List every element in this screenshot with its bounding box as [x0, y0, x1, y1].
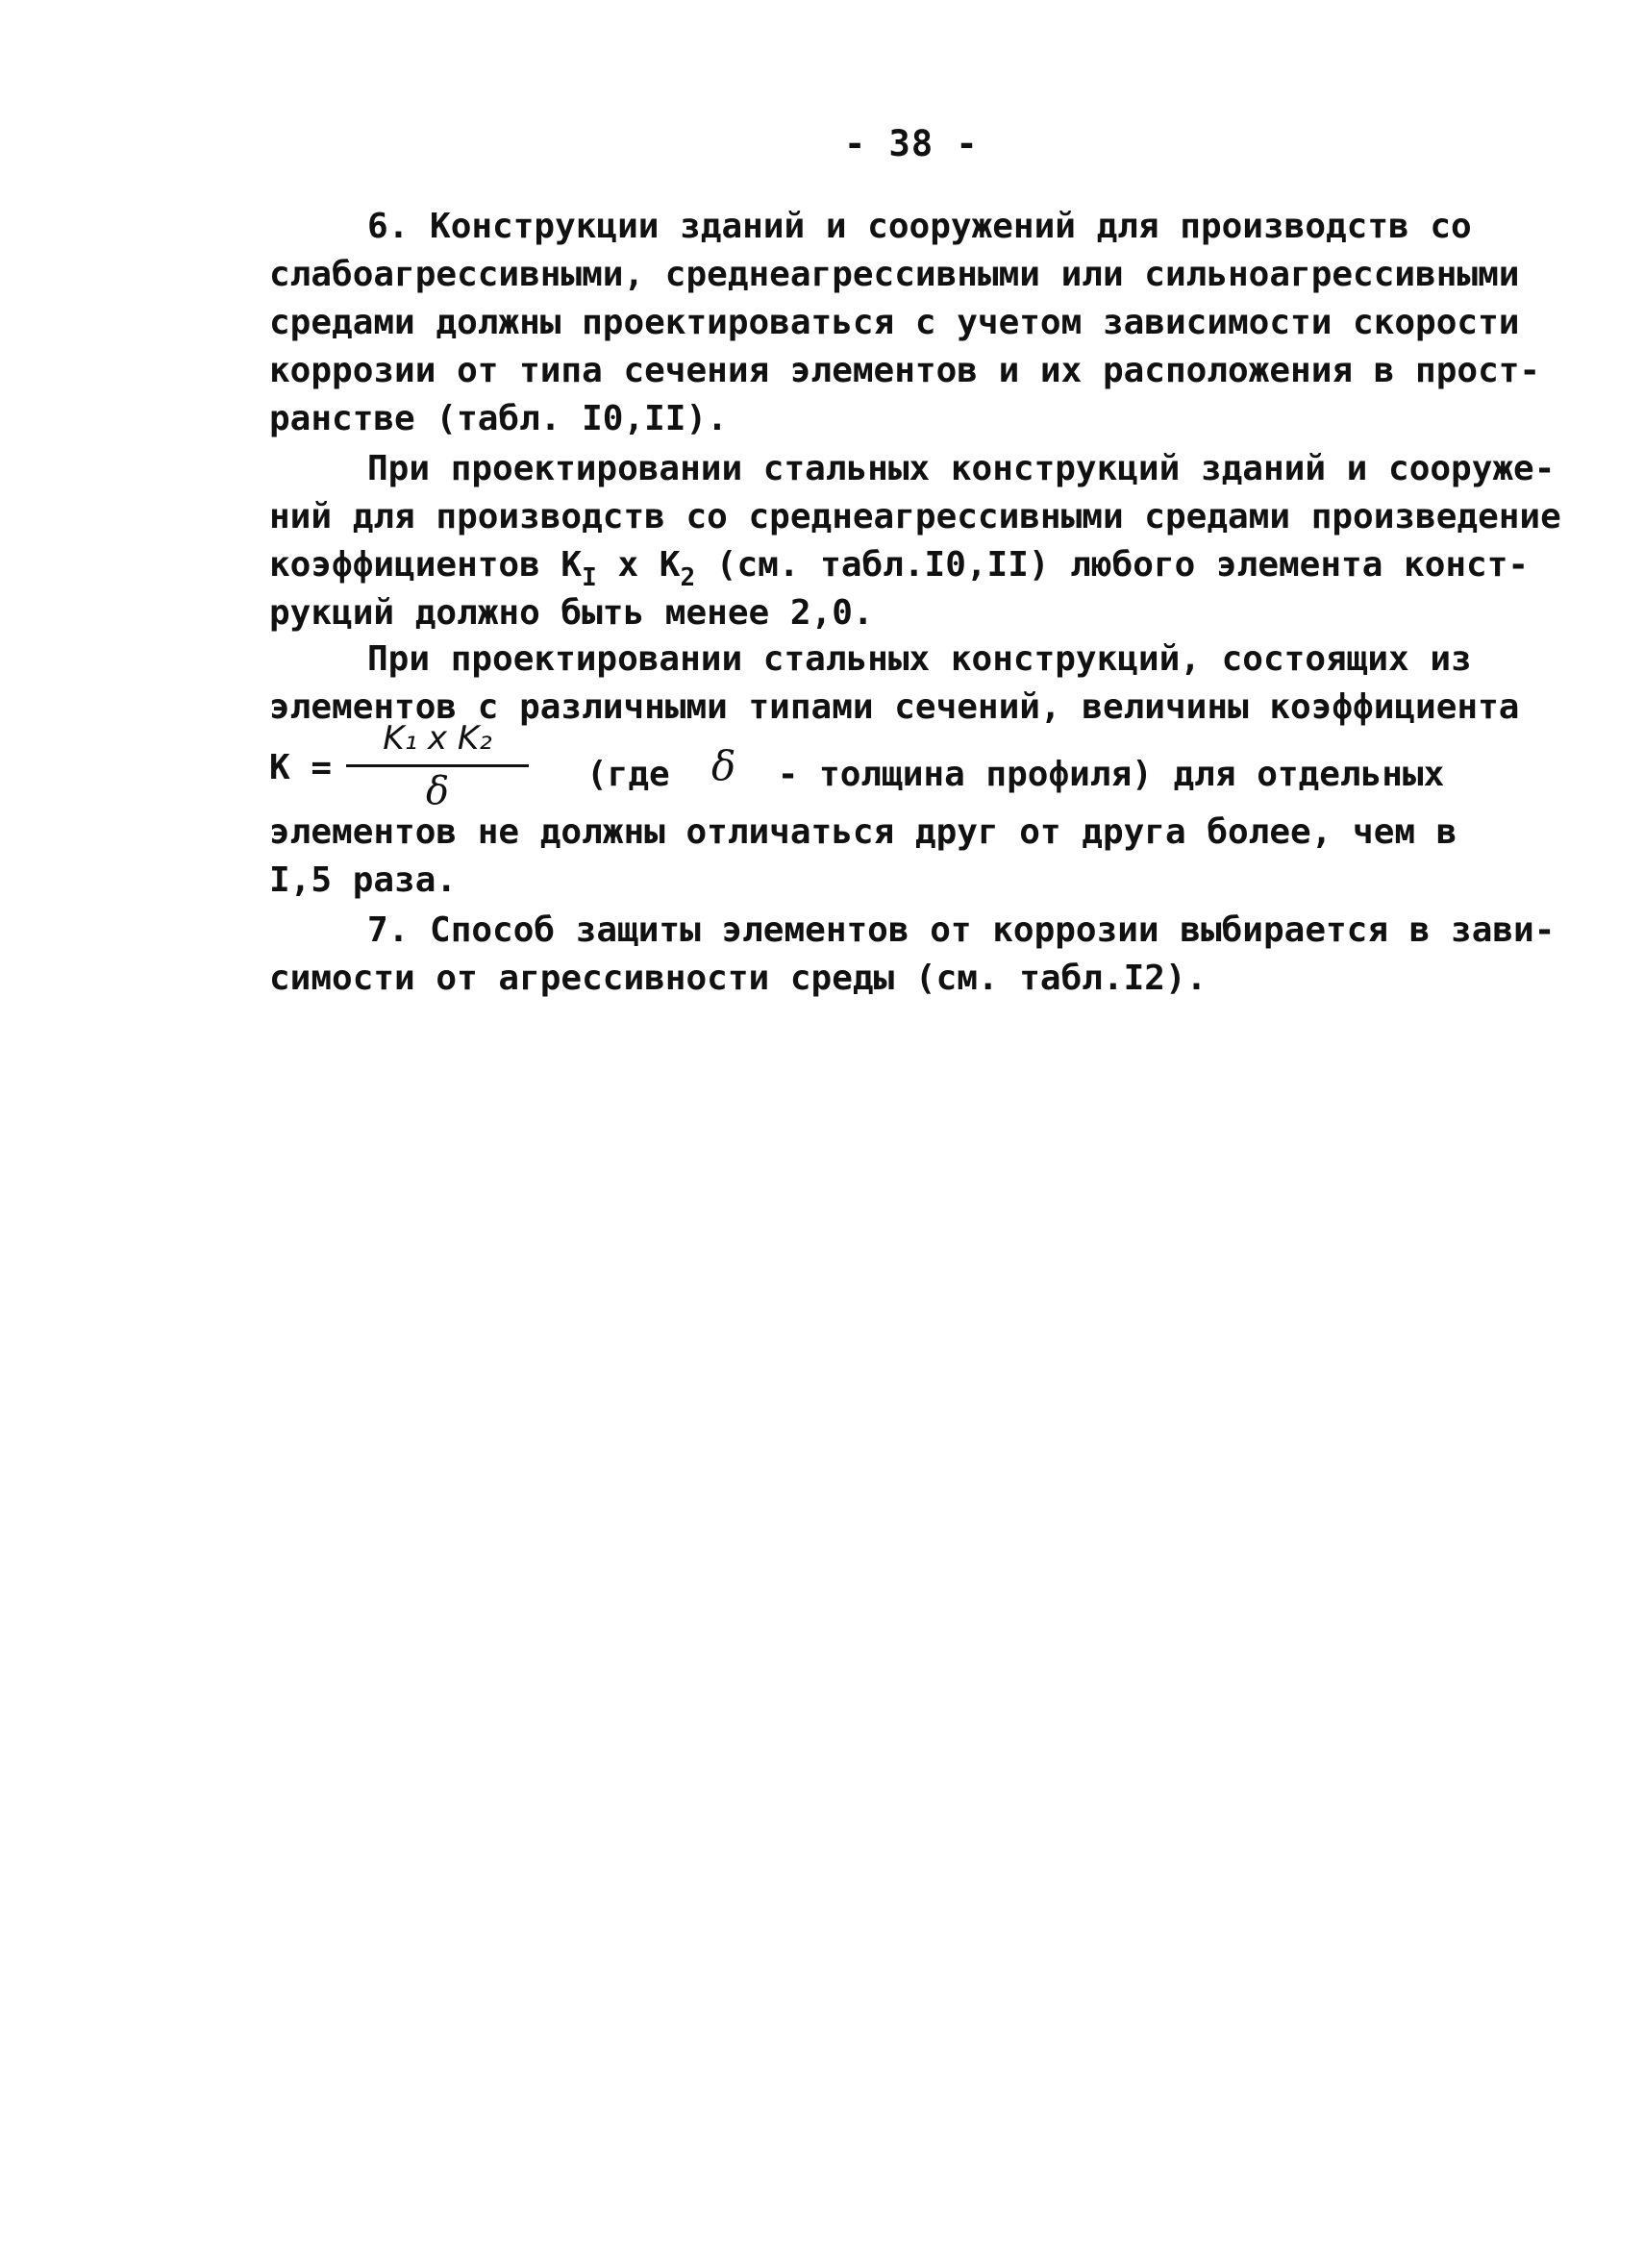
paragraph-7-line-1: 7. Способ защиты элементов от коррозии выбирается в зави- — [367, 910, 1556, 950]
paragraph-6-line-1: 6. Конструкции зданий и сооружений для производств со — [367, 207, 1472, 246]
formula-lhs: К = — [269, 748, 333, 787]
coefficient-formula — [269, 719, 1519, 825]
design-paragraph-1-line-4: рукций должно быть менее 2,0. — [269, 593, 874, 633]
line-3-part-a: коэффициентов K — [269, 545, 583, 585]
subscript-k2: 2 — [680, 563, 696, 592]
formula-denominator: δ — [425, 769, 450, 813]
paragraph-6-line-4: коррозии от типа сечения элементов и их расположения в прост- — [269, 351, 1541, 390]
line-3-part-b: x K — [596, 545, 681, 585]
formula-numerator: K₁ x K₂ — [383, 719, 492, 758]
paragraph-6-line-2: слабоагрессивными, среднеагрессивными или сильноагрессивными — [269, 255, 1520, 294]
paragraph-7-line-2: симости от агрессивности среды (см. табл.I2). — [269, 959, 1208, 998]
line-3-part-c: (см. табл.I0,II) любого элемента конст- — [695, 545, 1530, 585]
design-paragraph-2-line-1: При проектировании стальных конструкций, состоящих из — [367, 639, 1472, 679]
design-paragraph-2-line-2: элементов с различными типами сечений, величины коэффициента — [269, 687, 1520, 727]
fraction-bar — [346, 764, 529, 767]
design-paragraph-1-line-3 — [269, 545, 1530, 592]
design-paragraph-2-line-4: элементов не должны отличаться друг от друга более, чем в — [269, 812, 1457, 852]
formula-rest-a: (где — [586, 755, 712, 794]
formula-rest-b: - толщина профиля) для отдельных — [735, 755, 1445, 794]
delta-symbol: δ — [711, 742, 736, 789]
design-paragraph-1-line-1: При проектировании стальных конструкций зданий и сооруже- — [367, 449, 1556, 488]
paragraph-6-line-5: ранстве (табл. I0,II). — [269, 399, 728, 438]
page-number: - 38 - — [844, 123, 979, 164]
design-paragraph-1-line-2: ний для производств со среднеагрессивными средами произведение — [269, 497, 1561, 536]
design-paragraph-2-line-5: I,5 раза. — [269, 860, 458, 900]
formula-explanation — [586, 742, 1445, 795]
paragraph-6-line-3: средами должны проектироваться с учетом зависимости скорости — [269, 303, 1520, 342]
subscript-k1: I — [582, 563, 597, 592]
